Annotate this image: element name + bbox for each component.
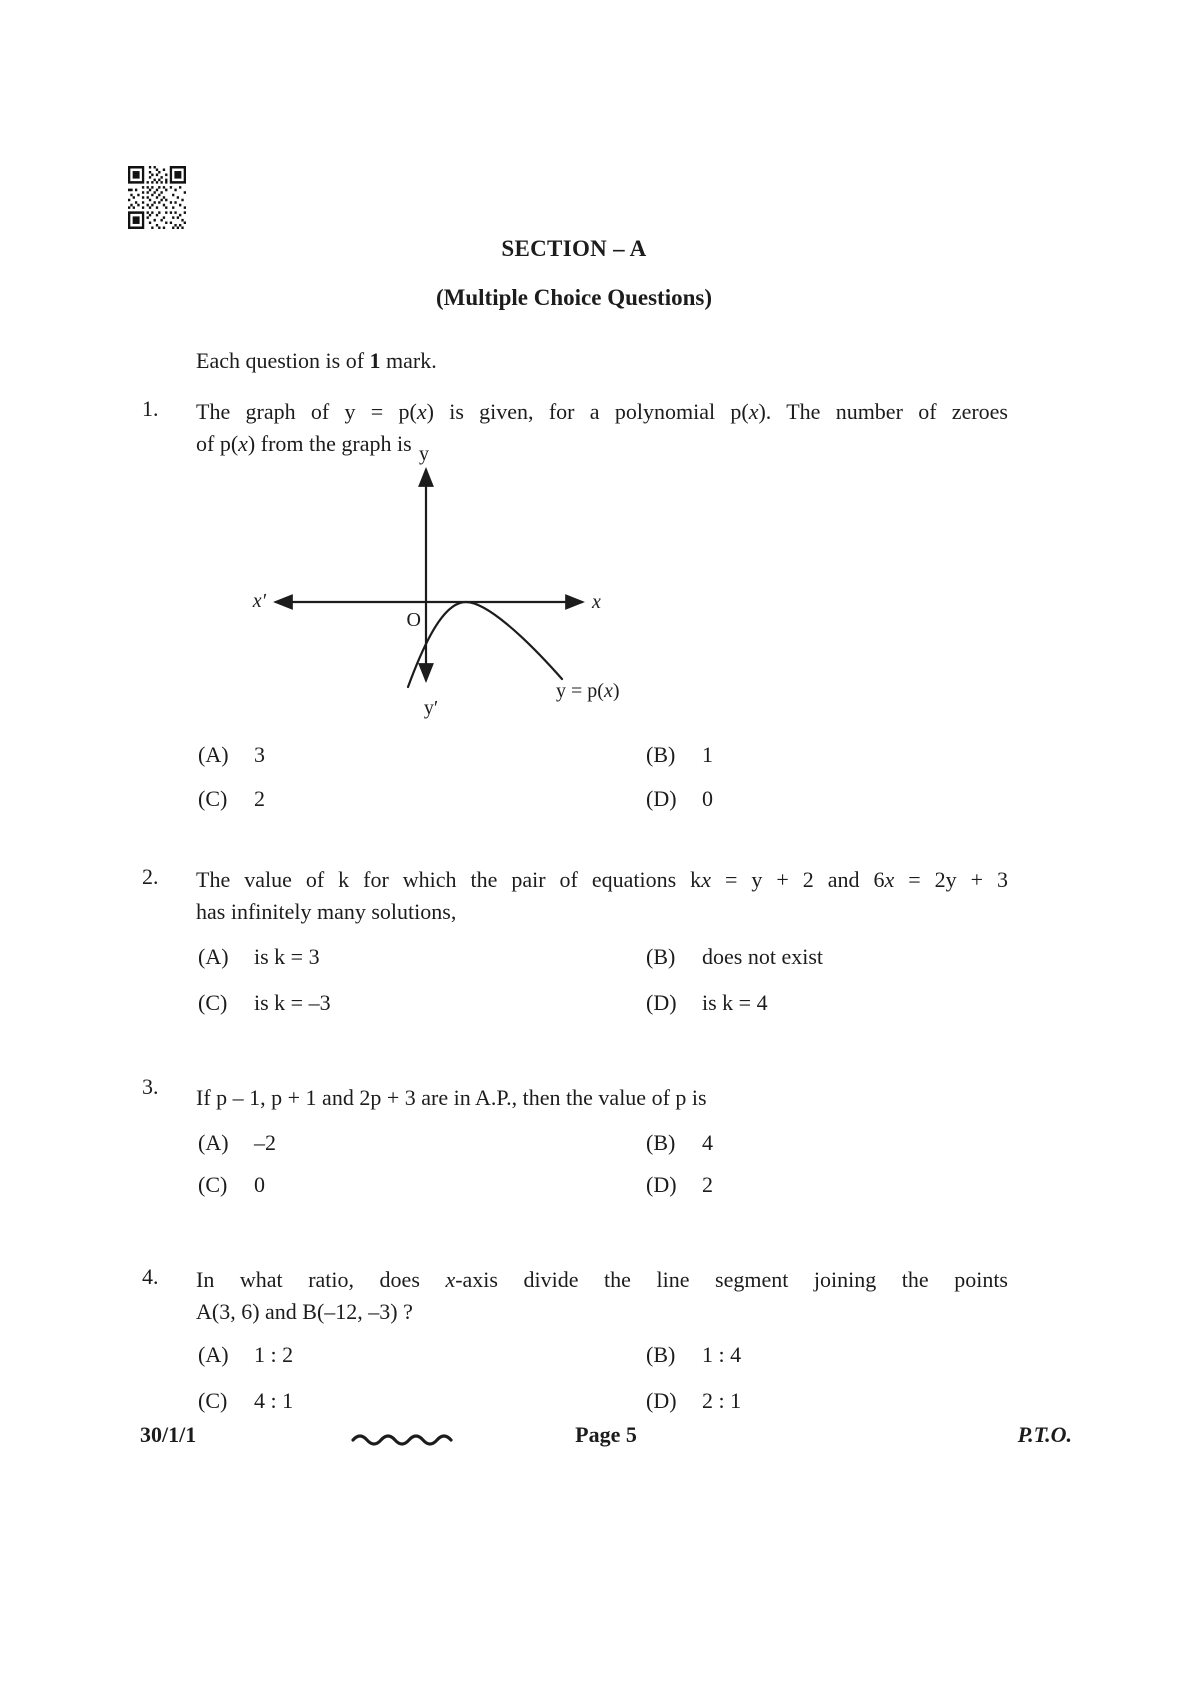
paper-code: 30/1/1	[140, 1422, 197, 1447]
q2-option-c-value: is k = –3	[254, 990, 331, 1015]
q4-option-b-label: (B)	[646, 1342, 676, 1367]
question-2-options-row-1	[0, 944, 1100, 974]
q2-option-b-value: does not exist	[702, 944, 823, 969]
q2-option-a-value: is k = 3	[254, 944, 320, 969]
question-1-options-row-2	[0, 786, 1100, 816]
question-2-number: 2.	[142, 864, 159, 889]
q3-option-d-value: 2	[702, 1172, 713, 1197]
q1-option-b-label: (B)	[646, 742, 676, 767]
q1-option-c-label: (C)	[198, 786, 228, 811]
question-2-line-1: The value of k for which the pair of equations kx = y + 2 and 6x = 2y + 3	[196, 867, 1008, 892]
question-1-number: 1.	[142, 396, 159, 421]
q2-option-d-value: is k = 4	[702, 990, 768, 1015]
q3-option-b-label: (B)	[646, 1130, 676, 1155]
pto-label: P.T.O.	[1017, 1422, 1072, 1447]
q1-option-c-value: 2	[254, 786, 265, 811]
intro-text-pre: Each question is of	[196, 348, 370, 373]
question-2-line-2: has infinitely many solutions,	[196, 899, 457, 924]
q2-option-d-label: (D)	[646, 990, 677, 1015]
q4-option-c-value: 4 : 1	[254, 1388, 294, 1413]
q1-option-d-value: 0	[702, 786, 713, 811]
axes	[276, 470, 582, 680]
question-4-line-2: A(3, 6) and B(–12, –3) ?	[196, 1299, 413, 1324]
polynomial-graph-figure	[230, 440, 650, 725]
question-4-text	[196, 1264, 1008, 1328]
q1-option-b-value: 1	[702, 742, 713, 767]
question-3-line-1: If p – 1, p + 1 and 2p + 3 are in A.P., then the value of p is	[196, 1085, 707, 1110]
q3-option-c-value: 0	[254, 1172, 265, 1197]
curve-equation-label: y = p(x)	[556, 680, 620, 702]
question-2-options-row-2	[0, 990, 1100, 1020]
page-footer	[140, 1422, 1072, 1454]
section-subtitle: (Multiple Choice Questions)	[436, 285, 712, 310]
question-4-line-1: In what ratio, does x-axis divide the line segment joining the points	[196, 1267, 1008, 1292]
intro-mark-count: 1	[369, 348, 381, 373]
section-title: SECTION – A	[501, 236, 647, 261]
q4-option-a-label: (A)	[198, 1342, 229, 1367]
question-3-number: 3.	[142, 1074, 159, 1099]
q4-option-d-value: 2 : 1	[702, 1388, 742, 1413]
q1-option-a-value: 3	[254, 742, 265, 767]
intro-text-post: mark.	[380, 348, 437, 373]
question-1-line-1: The graph of y = p(x) is given, for a polynomial p(x). The number of zeroes	[196, 399, 1008, 424]
q2-option-c-label: (C)	[198, 990, 228, 1015]
question-3-options-row-1	[0, 1130, 1100, 1160]
question-4-number: 4.	[142, 1264, 159, 1289]
page-number: Page 5	[575, 1422, 637, 1447]
question-4-options-row-1	[0, 1342, 1100, 1372]
q1-option-d-label: (D)	[646, 786, 677, 811]
q1-option-a-label: (A)	[198, 742, 229, 767]
question-1-line-2: of p(x) from the graph is	[196, 431, 412, 456]
question-2-text	[196, 864, 1008, 928]
q3-option-c-label: (C)	[198, 1172, 228, 1197]
q2-option-a-label: (A)	[198, 944, 229, 969]
q2-option-b-label: (B)	[646, 944, 676, 969]
y-prime-axis-label: y′	[423, 697, 439, 719]
question-4-options-row-2	[0, 1388, 1100, 1418]
q4-option-b-value: 1 : 4	[702, 1342, 742, 1367]
q4-option-a-value: 1 : 2	[254, 1342, 294, 1367]
q3-option-b-value: 4	[702, 1130, 713, 1155]
intro-note	[196, 348, 437, 374]
x-prime-axis-label: x′	[252, 590, 266, 612]
q4-option-c-label: (C)	[198, 1388, 228, 1413]
parabola-curve	[408, 602, 562, 687]
qr-code	[128, 166, 186, 229]
origin-label: O	[406, 609, 421, 631]
question-1-options-row-1	[0, 742, 1100, 772]
q3-option-a-value: –2	[254, 1130, 276, 1155]
q3-option-a-label: (A)	[198, 1130, 229, 1155]
q4-option-d-label: (D)	[646, 1388, 677, 1413]
question-3-text	[196, 1082, 1008, 1114]
x-axis-label: x	[592, 591, 601, 613]
question-3-options-row-2	[0, 1172, 1100, 1202]
y-axis-label: y	[419, 443, 429, 465]
q3-option-d-label: (D)	[646, 1172, 677, 1197]
